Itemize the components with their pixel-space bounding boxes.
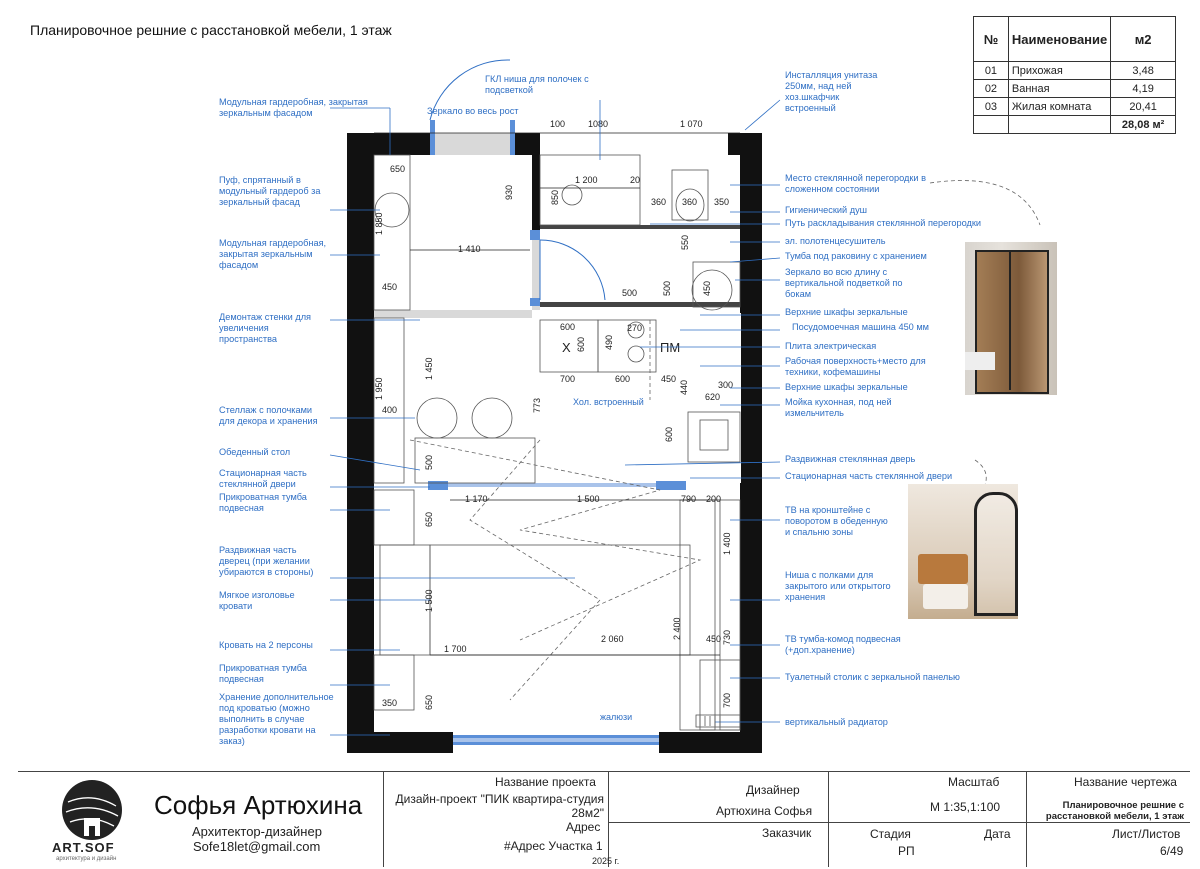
callout-static-glass-door: Стационарная часть стеклянной двери (785, 471, 953, 481)
callout-storage: Хранение дополнительное под кроватью (можно выполнить в случае разработки кровати на заказ) (219, 692, 334, 746)
project-address: #Адрес Участка 1 (504, 839, 603, 853)
svg-text:600: 600 (664, 426, 674, 442)
callout-tv-bracket: ТВ на кронштейне с поворотом в обеденную и спальню зоны (785, 505, 888, 537)
svg-text:100: 100 (550, 119, 566, 129)
svg-text:620: 620 (705, 392, 721, 402)
label-hol: Хол. встроенный (573, 397, 644, 407)
page-title: Планировочное решние с расстановкой мебели, 1 этаж (30, 22, 392, 38)
svg-text:1 450: 1 450 (424, 357, 434, 380)
area-table-header-name: Наименование (1008, 17, 1110, 62)
designer-label: Дизайнер (746, 783, 800, 797)
callout-vanity: Туалетный столик с зеркальной панелью (785, 672, 960, 682)
svg-text:550: 550 (680, 234, 690, 250)
callout-hygienic-shower: Гигиенический душ (785, 205, 868, 215)
svg-text:450: 450 (706, 634, 722, 644)
svg-text:360: 360 (651, 197, 667, 207)
callout-radiator: вертикальный радиатор (785, 717, 888, 727)
svg-text:1 410: 1 410 (458, 244, 481, 254)
callout-shelving: Стеллаж с полочками для декора и хранения (219, 405, 318, 426)
project-year: 2025 г. (592, 856, 620, 866)
table-row: 01 Прихожая 3,48 (974, 62, 1176, 80)
svg-text:ПМ: ПМ (660, 340, 681, 355)
callout-full-mirror: Зеркало во всю длину с вертикальной подветкой по бокам (785, 267, 903, 299)
svg-text:600: 600 (576, 336, 586, 352)
svg-text:2 400: 2 400 (672, 617, 682, 640)
callout-dishwasher: Посудомоечная машина 450 мм (792, 322, 929, 332)
drawing-label: Название чертежа (1074, 775, 1177, 789)
date-label: Дата (984, 827, 1011, 841)
callout-demolition: Демонтаж стенки для увеличения пространства (219, 312, 312, 344)
callout-partition-folded: Место стеклянной перегородки в сложенном состоянии (785, 173, 926, 194)
svg-text:20: 20 (630, 175, 641, 185)
callout-dining-table: Обеденный стол (219, 447, 291, 457)
callout-pouf: Пуф, спрятанный в модульный гардероб за зеркальный фасад (219, 175, 321, 207)
label-zhaluzi: жалюзи (600, 712, 633, 722)
sheet-label: Лист/Листов (1112, 827, 1181, 841)
shower-photo (965, 242, 1057, 395)
svg-text:850: 850 (550, 189, 560, 205)
svg-text:350: 350 (382, 698, 398, 708)
svg-text:440: 440 (679, 379, 689, 395)
table-row: 03 Жилая комната 20,41 (974, 98, 1176, 116)
author-name: Софья Артюхина (154, 790, 363, 820)
stage-value: РП (898, 844, 915, 858)
svg-text:200: 200 (706, 494, 722, 504)
callout-sliding-doors: Раздвижная часть дверец (при желании убираются в стороны) (219, 545, 314, 577)
callout-kitchen-sink: Мойка кухонная, под ней измельчитель (785, 397, 892, 418)
callout-toilet-install: Инсталляция унитаза 250мм, над ней хоз.шкафчик встроенный (785, 70, 878, 113)
svg-text:450: 450 (702, 280, 712, 296)
svg-text:500: 500 (662, 280, 672, 296)
callout-mirror: Зеркало во весь рост (427, 106, 519, 116)
svg-text:500: 500 (424, 454, 434, 470)
callout-static-glass: Стационарная часть стеклянной двери (219, 468, 307, 489)
svg-text:1 850: 1 850 (374, 212, 384, 235)
callout-bed: Кровать на 2 персоны (219, 640, 313, 650)
scale-label: Масштаб (948, 775, 1000, 789)
project-name: Дизайн-проект "ПИК квартира-студия 28м2" (395, 792, 604, 820)
address-label: Адрес (566, 820, 601, 834)
svg-text:1 700: 1 700 (444, 644, 467, 654)
table-row-total: 28,08 м² (974, 116, 1176, 134)
drawing-name: Планировочное решние с расстановкой мебели, 1 этаж (1045, 800, 1184, 822)
arched-partition-photo (908, 484, 1018, 619)
svg-text:930: 930 (504, 184, 514, 200)
callout-wardrobe-2: Модульная гардеробная, закрытая зеркальным фасадом (219, 238, 327, 270)
sheet-value: 6/49 (1160, 844, 1184, 858)
svg-text:650: 650 (424, 511, 434, 527)
svg-text:450: 450 (382, 282, 398, 292)
title-block (18, 771, 1190, 867)
svg-text:490: 490 (604, 334, 614, 350)
logo-text: ART.SOF (52, 840, 115, 855)
svg-text:1 500: 1 500 (577, 494, 600, 504)
author-role: Архитектор-дизайнер (192, 824, 322, 839)
callout-gkl-niche: ГКЛ ниша для полочек с подсветкой (485, 74, 589, 95)
callout-worktop: Рабочая поверхность+место для техники, кофемашины (785, 356, 926, 377)
svg-text:300: 300 (718, 380, 734, 390)
callout-sink-cabinet: Тумба под раковину с хранением (785, 251, 927, 261)
svg-text:1080: 1080 (588, 119, 609, 129)
svg-text:790: 790 (681, 494, 697, 504)
callout-nightstand-2: Прикроватная тумба подвесная (219, 663, 307, 684)
svg-text:400: 400 (382, 405, 398, 415)
callout-upper-cabinets-1: Верхние шкафы зеркальные (785, 307, 908, 317)
customer-label: Заказчик (762, 826, 812, 840)
svg-text:730: 730 (722, 629, 732, 645)
svg-text:1 400: 1 400 (722, 532, 732, 555)
svg-text:1 170: 1 170 (465, 494, 488, 504)
callout-headboard: Мягкое изголовье кровати (219, 590, 295, 611)
callout-niche-shelves: Ниша с полками для закрытого или открытого хранения (785, 570, 891, 602)
logo-subtitle: архитектура и дизайн (56, 856, 117, 862)
svg-text:600: 600 (615, 374, 631, 384)
designer-name: Артюхина Софья (716, 804, 813, 818)
svg-text:650: 650 (390, 164, 406, 174)
callout-towel-warmer: эл. полотенцесушитель (785, 236, 886, 246)
area-table-header-num: № (974, 17, 1009, 62)
svg-text:1 500: 1 500 (424, 589, 434, 612)
svg-text:270: 270 (627, 323, 643, 333)
callout-tv-stand: ТВ тумба-комод подвесная (+доп.хранение) (785, 634, 901, 655)
svg-text:450: 450 (661, 374, 677, 384)
svg-text:350: 350 (714, 197, 730, 207)
svg-text:1 200: 1 200 (575, 175, 598, 185)
svg-text:2 060: 2 060 (601, 634, 624, 644)
author-email: Sofe18let@gmail.com (193, 839, 321, 854)
svg-text:700: 700 (722, 692, 732, 708)
callout-stove: Плита электрическая (785, 341, 877, 351)
callout-nightstand-1: Прикроватная тумба подвесная (219, 492, 307, 513)
svg-text:600: 600 (560, 322, 576, 332)
area-table-header-area: м2 (1111, 17, 1176, 62)
callout-wardrobe-1: Модульная гардеробная, закрытая зеркальным фасадом (219, 97, 368, 118)
scale-value: М 1:35,1:100 (930, 800, 1001, 814)
stage-label: Стадия (870, 827, 911, 841)
project-label: Название проекта (495, 775, 596, 789)
callout-sliding-glass-door: Раздвижная стеклянная дверь (785, 454, 916, 464)
svg-text:1 950: 1 950 (374, 377, 384, 400)
table-row: 02 Ванная 4,19 (974, 80, 1176, 98)
callout-upper-cabinets-2: Верхние шкафы зеркальные (785, 382, 908, 392)
svg-text:500: 500 (622, 288, 638, 298)
svg-text:773: 773 (532, 397, 542, 413)
svg-text:1 070: 1 070 (680, 119, 703, 129)
svg-text:700: 700 (560, 374, 576, 384)
svg-text:650: 650 (424, 694, 434, 710)
callout-partition-path: Путь раскладывания стеклянной перегородки (785, 218, 982, 228)
svg-text:360: 360 (682, 197, 698, 207)
svg-text:X: X (562, 340, 571, 355)
